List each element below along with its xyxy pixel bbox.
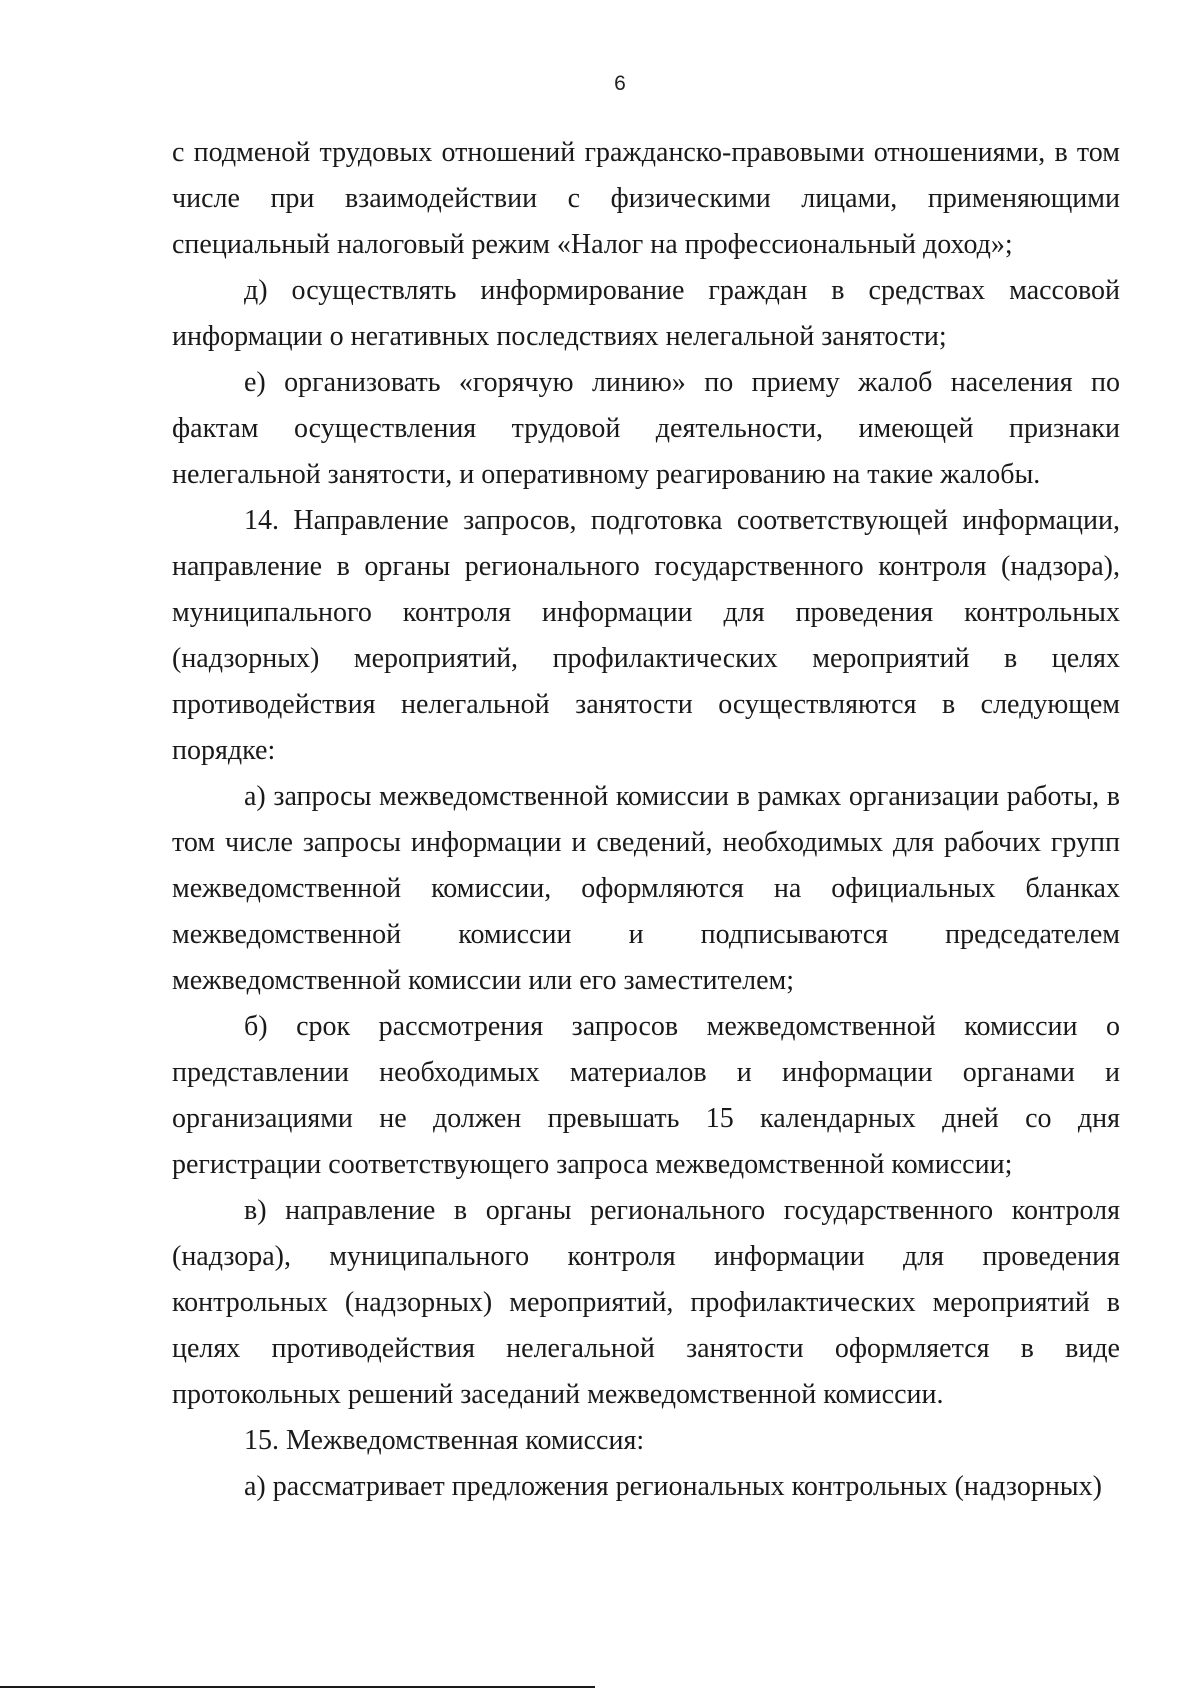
paragraph-item-d: д) осуществлять информирование граждан в средствах массовой информации о негативных последствиях нелегальной занятости;: [172, 275, 1120, 352]
paragraph-continuation: с подменой трудовых отношений гражданско-правовыми отношениями, в том числе при взаимодействии с физическими лицами, применяющими специальный налоговый режим «Налог на профессиональный доход»;: [172, 137, 1120, 260]
paragraph-section-14-item-v: в) направление в органы регионального государственного контроля (надзора), муниципального контроля информации для проведения контрольных (надзорных) мероприятий, профилактических мероприятий в целях противодействия нелегальной занятости оформляется в виде протокольных решений заседаний межведомственной комиссии.: [172, 1195, 1120, 1410]
paragraph-section-14-item-a: а) запросы межведомственной комиссии в рамках организации работы, в том числе запросы информации и сведений, необходимых для рабочих групп межведомственной комиссии, оформляются на официальных бланках межведомственной комиссии и подписываются председателем межведомственной комиссии или его заместителем;: [172, 781, 1120, 996]
paragraph-section-15: 15. Межведомственная комиссия:: [244, 1425, 645, 1456]
paragraph-section-14: 14. Направление запросов, подготовка соответствующей информации, направление в органы регионального государственного контроля (надзора), муниципального контроля информации для проведения контрольных (надзорных) мероприятий, профилактических мероприятий в целях противодействия нелегальной занятости осуществляются в следующем порядке:: [172, 505, 1120, 766]
paragraph-section-15-item-a: а) рассматривает предложения региональных контрольных (надзорных): [244, 1471, 1102, 1502]
page-number: 6: [614, 72, 626, 95]
paragraph-section-14-item-b: б) срок рассмотрения запросов межведомственной комиссии о представлении необходимых материалов и информации органами и организациями не должен превышать 15 календарных дней со дня регистрации соответствующего запроса межведомственной комиссии;: [172, 1011, 1120, 1180]
document-body: [172, 130, 1120, 1510]
paragraph-item-e: е) организовать «горячую линию» по приему жалоб населения по фактам осуществления трудовой деятельности, имеющей признаки нелегальной занятости, и оперативному реагированию на такие жалобы.: [172, 367, 1120, 490]
footer-divider: [0, 1686, 595, 1688]
